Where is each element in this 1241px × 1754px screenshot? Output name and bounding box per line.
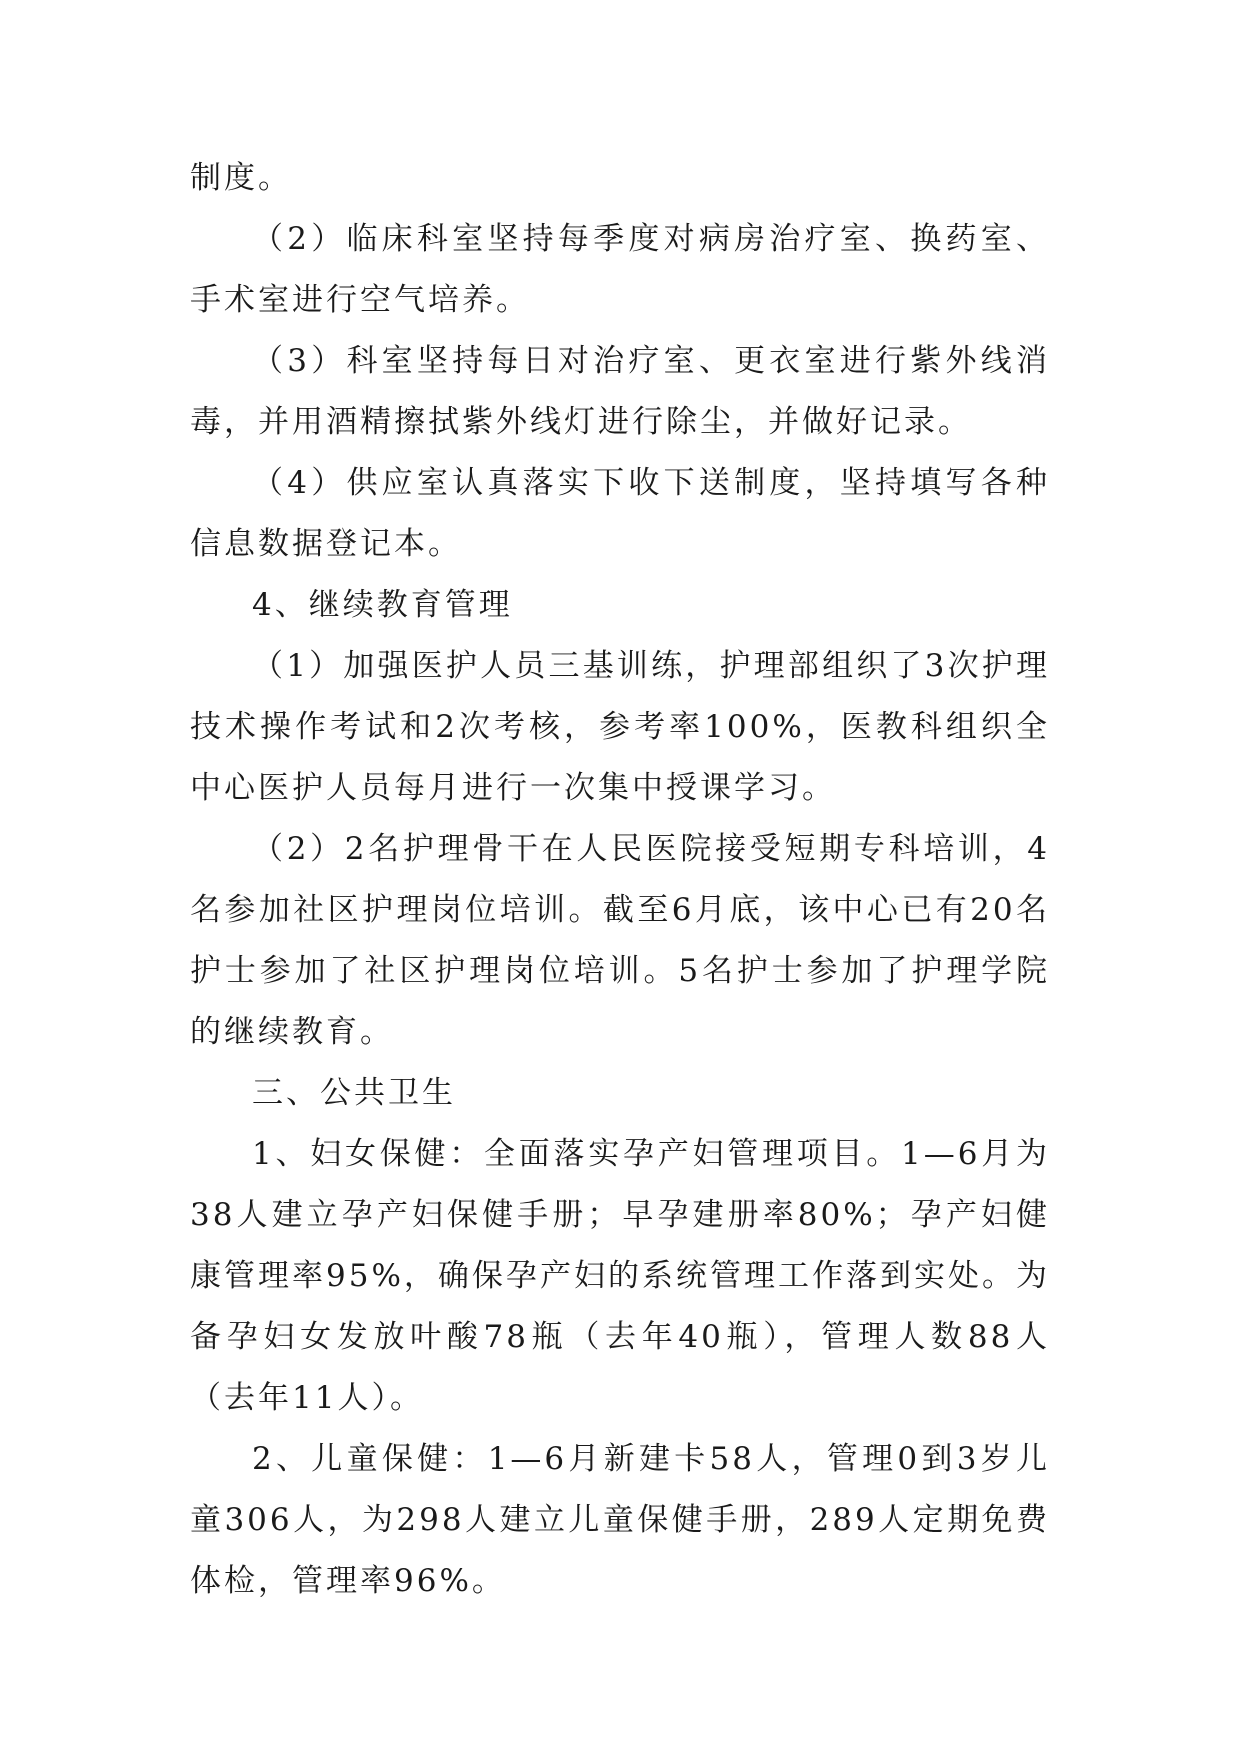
paragraph-training-2: （2）2名护理骨干在人民医院接受短期专科培训，4名参加社区护理岗位培训。截至6月底，该中心已有20名护士参加了社区护理岗位培训。5名护士参加了护理学院的继续教育。 xyxy=(190,831,1050,1050)
paragraph-child-health: 2、儿童保健：1—6月新建卡58人，管理0到3岁儿童306人，为298人建立儿童保健手册，289人定期免费体检，管理率96%。 xyxy=(190,1441,1050,1599)
paragraph-item-3-uv-disinfection: （3）科室坚持每日对治疗室、更衣室进行紫外线消毒，并用酒精擦拭紫外线灯进行除尘，并做好记录。 xyxy=(190,343,1050,440)
paragraph-item-2-air-culture: （2）临床科室坚持每季度对病房治疗室、换药室、手术室进行空气培养。 xyxy=(190,221,1050,318)
body-text xyxy=(190,148,1050,1612)
paragraph-item-4-supply-room: （4）供应室认真落实下收下送制度，坚持填写各种信息数据登记本。 xyxy=(190,465,1050,562)
section-heading-continuing-education: 4、继续教育管理 xyxy=(252,587,513,623)
paragraph-women-health: 1、妇女保健：全面落实孕产妇管理项目。1—6月为38人建立孕产妇保健手册；早孕建册率80%；孕产妇健康管理率95%，确保孕产妇的系统管理工作落到实处。为备孕妇女发放叶酸78瓶（去年40瓶），管理人数88人（去年11人）。 xyxy=(190,1136,1050,1416)
paragraph-continuation: 制度。 xyxy=(190,160,292,196)
section-heading-public-health: 三、公共卫生 xyxy=(252,1075,456,1111)
paragraph-training-1: （1）加强医护人员三基训练，护理部组织了3次护理技术操作考试和2次考核，参考率100%，医教科组织全中心医护人员每月进行一次集中授课学习。 xyxy=(190,648,1050,806)
